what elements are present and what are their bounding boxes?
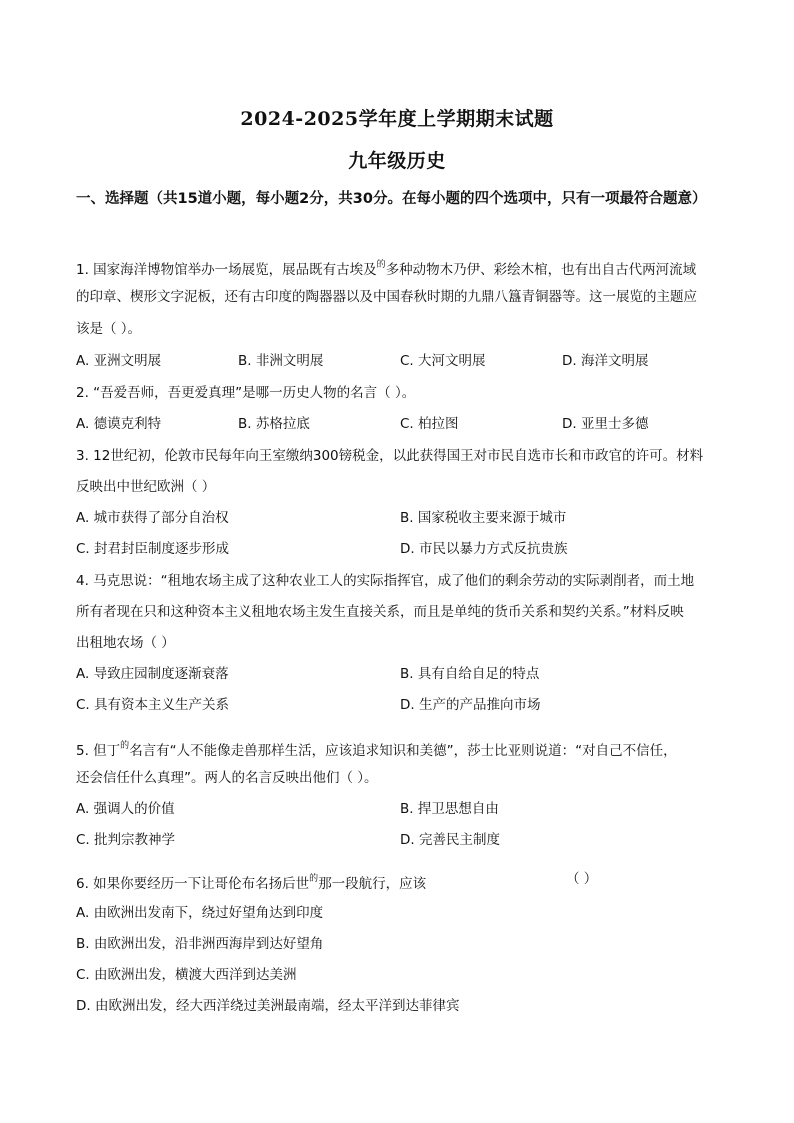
option-a: A. 强调人的价值 <box>76 801 175 817</box>
option-d: D. 海洋文明展 <box>562 353 649 369</box>
question-1-line-2: 的印章、楔形文字泥板，还有古印度的陶器器以及中国春秋时期的九鼎八簋青铜器等。这一展览的主题应 <box>76 289 697 305</box>
question-1-line-3: 该是（ ）。 <box>76 321 142 337</box>
question-4-line-1: 4. 马克思说：“租地农场主成了这种农业工人的实际指挥官，成了他们的剩余劳动的实际剥削者，而土地 <box>76 573 695 589</box>
option-a: A. 导致庄园制度逐渐衰落 <box>76 666 229 682</box>
option-a: A. 德谟克利特 <box>76 416 162 432</box>
question-1-line-1: 1. 国家海洋博物馆举办一场展览，展品既有古埃及$^的$多种动物木乃伊、彩绘木棺，也有出自古代两河流域 <box>76 260 697 278</box>
exam-subject: 九年级历史 <box>348 150 446 172</box>
option-b: B. 非洲文明展 <box>238 353 324 369</box>
option-d: D. 生产的产品推向市场 <box>400 697 541 713</box>
option-d: D. 亚里士多德 <box>562 416 649 432</box>
option-a: A. 亚洲文明展 <box>76 353 162 369</box>
question-6-option-b: B. 由欧洲出发，沿非洲西海岸到达好望角 <box>76 936 324 952</box>
question-2-line-1: 2. “吾爱吾师，吾更爱真理”是哪一历史人物的名言（ ）。 <box>76 385 416 401</box>
question-4-line-3: 出租地农场（ ） <box>76 635 175 651</box>
question-3-line-1: 3. 12世纪初，伦敦市民每年向王室缴纳300镑税金，以此获得国王对市民自选市长和市政官的许可。材料 <box>76 448 704 464</box>
option-c: C. 具有资本主义生产关系 <box>76 697 230 713</box>
question-6-option-a: A. 由欧洲出发南下，绕过好望角达到印度 <box>76 905 324 921</box>
option-c: C. 大河文明展 <box>400 353 486 369</box>
option-c: C. 柏拉图 <box>400 416 459 432</box>
question-4-line-2: 所有者现在只和这种资本主义租地农场主发生直接关系，而且是单纯的货币关系和契约关系。”材料反映 <box>76 604 684 620</box>
superscript-mark: 的 <box>120 741 130 751</box>
option-d: D. 市民以暴力方式反抗贵族 <box>400 541 568 557</box>
option-c: C. 批判宗教神学 <box>76 832 176 848</box>
superscript-mark: 的 <box>376 260 386 270</box>
option-c: C. 封君封臣制度逐步形成 <box>76 541 230 557</box>
superscript-mark: 的 <box>309 874 319 884</box>
section-heading: 一、选择题（共15道小题，每小题2分，共30分。在每小题的四个选项中，只有一项最符合题意） <box>76 191 707 207</box>
question-5-line-1: 5. 但丁$^的$名言有“人不能像走兽那样生活，应该追求知识和美德”，莎士比亚则说道：“对自己不信任， <box>76 741 677 759</box>
option-b: B. 具有自给自足的特点 <box>400 666 540 682</box>
exam-title: 2024-2025学年度上学期期末试题 <box>240 108 554 130</box>
answer-bracket: （ ） <box>566 871 598 887</box>
option-b: B. 捍卫思想自由 <box>400 801 499 817</box>
option-d: D. 完善民主制度 <box>400 832 500 848</box>
question-6-option-d: D. 由欧洲出发，经大西洋绕过美洲最南端，经太平洋到达菲律宾 <box>76 998 460 1014</box>
question-5-line-2: 还会信任什么真理”。两人的名言反映出他们（ ）。 <box>76 770 378 786</box>
question-6-line-1: 6. 如果你要经历一下让哥伦布名扬后世$^的$那一段航行，应该 <box>76 874 427 892</box>
option-b: B. 苏格拉底 <box>238 416 310 432</box>
question-6-option-c: C. 由欧洲出发，横渡大西洋到达美洲 <box>76 967 297 983</box>
question-3-line-2: 反映出中世纪欧洲（ ） <box>76 479 216 495</box>
option-a: A. 城市获得了部分自治权 <box>76 510 229 526</box>
option-b: B. 国家税收主要来源于城市 <box>400 510 567 526</box>
